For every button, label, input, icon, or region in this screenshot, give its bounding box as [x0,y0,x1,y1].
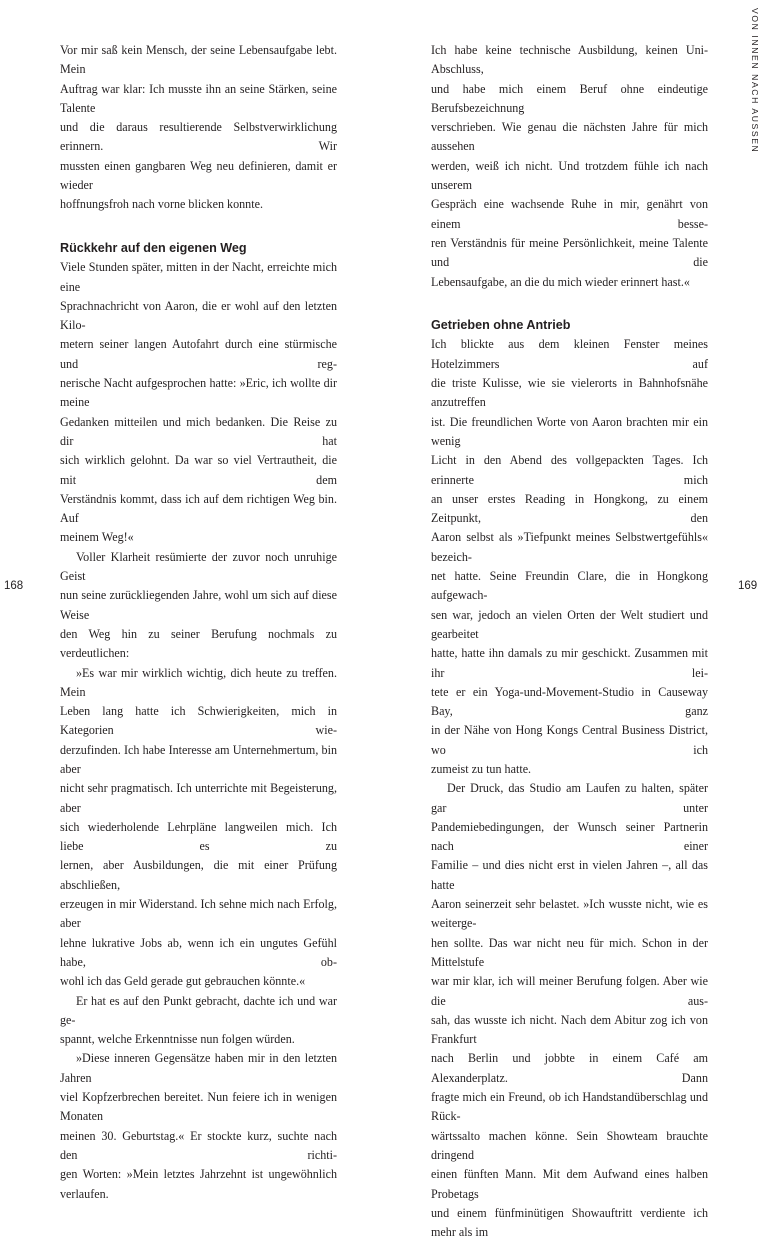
text-line: lehne lukrative Jobs ab, wenn ich ein ungutes Gefühl habe, ob- [60,935,337,969]
text-line: derzufinden. Ich habe Interesse am Unternehmertum, bin aber [60,742,337,776]
text-line: ist. Die freundlichen Worte von Aaron brachten mir ein wenig [431,414,708,448]
left-page [0,0,383,1201]
text-line: net hatte. Seine Freundin Clare, die in Hongkong aufgewach- [431,569,708,603]
text-line: sich wiederholende Lehrpläne langweilen mich. Ich liebe es zu [60,819,337,854]
text-line: ren Verständnis für meine Persönlichkeit, meine Talente und die [431,235,708,270]
text-line: Familie – und dies nicht erst in vielen Jahren –, all das hatte [431,858,708,892]
text-line: hen sollte. Das war nicht neu für mich. Schon in der Mittelstufe [431,935,708,969]
text-line: Voller Klarheit resümierte der zuvor noch unruhige Geist [60,549,337,584]
text-line: nicht sehr pragmatisch. Ich unterrichte mit Begeisterung, aber [60,781,337,815]
text-line: nach Berlin und jobbte in einem Café am Alexanderplatz. Dann [431,1051,708,1085]
text-line: werden, weiß ich nicht. Und trotzdem fühle ich nach unserem [431,158,708,193]
text-line: hatte, hatte ihn damals zu mir geschickt. Zusammen mit ihr lei- [431,646,708,680]
text-line: den Weg hin zu seiner Berufung nochmals zu verdeutlichen: [60,626,337,661]
text-line: Pandemiebedingungen, der Wunsch seiner Partnerin nach einer [431,819,708,854]
left-paragraph-5 [60,992,337,1050]
text-line: Er hat es auf den Punkt gebracht, dachte ich und war ge- [60,993,337,1027]
text-line: hoffnungsfroh nach vorne blicken konnte. [60,197,263,212]
text-line: metern seiner langen Autofahrt durch eine stürmische und reg- [60,337,337,371]
text-line: spannt, welche Erkenntnisse nun folgen würden. [60,1032,295,1047]
text-line: wärtssalto machen könne. Sein Showteam brauchte dringend [431,1128,708,1162]
text-line: in der Nähe von Hong Kongs Central Business District, wo ich [431,723,708,757]
text-line: und habe mich einem Beruf ohne eindeutige Berufsbezeichnung [431,81,708,115]
text-line: nun seine zurückliegenden Jahre, wohl um sich auf diese Weise [60,588,337,622]
text-line: Der Druck, das Studio am Laufen zu halten, später gar unter [431,781,708,815]
text-line: sen war, jedoch an vielen Orten der Welt studiert und gearbeitet [431,607,708,641]
right-paragraph-2 [431,335,708,779]
text-line: Sprachnachricht von Aaron, die er wohl auf den letzten Kilo- [60,298,337,333]
right-text-column [431,41,708,1242]
section-heading-getrieben: Getrieben ohne Antrieb [431,318,571,333]
left-paragraph-4 [60,664,337,992]
page-number-left: 168 [4,580,24,592]
text-line: wohl ich das Geld gerade gut gebrauchen könnte.« [60,974,306,989]
text-line: Viele Stunden später, mitten in der Nacht, erreichte mich eine [60,260,337,294]
text-line: Aaron selbst als »Tiefpunkt meines Selbstwertgefühls« bezeich- [431,530,708,564]
left-paragraph-3 [60,548,337,664]
section-heading-rueckkehr: Rückkehr auf den eigenen Weg [60,240,247,255]
text-line: Ich habe keine technische Ausbildung, keinen Uni-Abschluss, [431,43,708,77]
text-line: einen fünften Mann. Mit dem Aufwand eines halben Probetags [431,1167,708,1201]
text-line: Licht in den Abend des vollgepackten Tages. Ich erinnerte mich [431,453,708,487]
right-page [383,0,767,1240]
right-paragraph-1 [431,41,708,292]
left-paragraph-1 [60,41,337,215]
right-paragraph-3 [431,779,708,1242]
left-text-column [60,41,337,1204]
text-line: viel Kopfzerbrechen bereitet. Nun feiere ich in wenigen Monaten [60,1090,337,1124]
text-line: »Diese inneren Gegensätze haben mir in den letzten Jahren [60,1051,337,1085]
text-line: Verständnis kommt, dass ich auf dem richtigen Weg bin. Auf [60,491,337,526]
text-line: sah, das wusste ich nicht. Nach dem Abitur zog ich von Frankfurt [431,1012,708,1047]
text-line: »Es war mir wirklich wichtig, dich heute zu treffen. Mein [60,665,337,699]
text-line: tete er ein Yoga-und-Movement-Studio in Causeway Bay, ganz [431,684,708,719]
text-line: Leben lang hatte ich Schwierigkeiten, mich in Kategorien wie- [60,704,337,738]
text-line: an unser erstes Reading in Hongkong, zu einem Zeitpunkt, den [431,491,708,526]
text-line: erzeugen in mir Widerstand. Ich sehne mich nach Erfolg, aber [60,897,337,931]
text-line: meinen 30. Geburtstag.« Er stockte kurz, suchte nach den richti- [60,1128,337,1162]
text-line: fragte mich ein Freund, ob ich Handstandüberschlag und Rück- [431,1090,708,1124]
text-line: Gespräch eine wachsende Ruhe in mir, genährt von einem besse- [431,197,708,231]
text-line: gen Worten: »Mein letztes Jahrzehnt ist ungewöhnlich verlaufen. [60,1167,337,1201]
text-line: die triste Kulisse, wie sie vielerorts in Bahnhofsnähe anzutreffen [431,376,708,410]
text-line: sich wirklich gelohnt. Da war so viel Vertrautheit, die mit dem [60,453,337,487]
text-line: lernen, aber Ausbildungen, die mit einer Prüfung abschließen, [60,858,337,892]
text-line: und einem fünfminütigen Showauftritt verdiente ich mehr als im [431,1205,708,1240]
text-line: verschrieben. Wie genau die nächsten Jahre für mich aussehen [431,120,708,154]
text-line: zumeist zu tun hatte. [431,761,532,776]
page-number-right: 169 [738,580,758,592]
text-line: Gedanken mitteilen und mich bedanken. Die Reise zu dir hat [60,414,337,448]
text-line: meinem Weg!« [60,530,134,545]
text-line: Auftrag war klar: Ich musste ihn an seine Stärken, seine Talente [60,81,337,115]
text-line: Aaron seinerzeit sehr belastet. »Ich wusste nicht, wie es weiterge- [431,897,708,931]
text-line: Ich blickte aus dem kleinen Fenster meines Hotelzimmers auf [431,337,708,371]
left-paragraph-6 [60,1049,337,1203]
text-line: und die daraus resultierende Selbstverwirklichung erinnern. Wir [60,120,337,154]
left-paragraph-2 [60,258,337,547]
running-head: VON INNEN NACH AUSSEN [750,8,760,154]
text-line: Vor mir saß kein Mensch, der seine Lebensaufgabe lebt. Mein [60,43,337,77]
text-line: nerische Nacht aufgesprochen hatte: »Eric, ich wollte dir meine [60,376,337,410]
text-line: war mir klar, ich will meiner Berufung folgen. Aber wie die aus- [431,974,708,1008]
text-line: Lebensaufgabe, an die du mich wieder erinnert hast.« [431,274,690,289]
text-line: mussten einen gangbaren Weg neu definieren, damit er wieder [60,158,337,193]
